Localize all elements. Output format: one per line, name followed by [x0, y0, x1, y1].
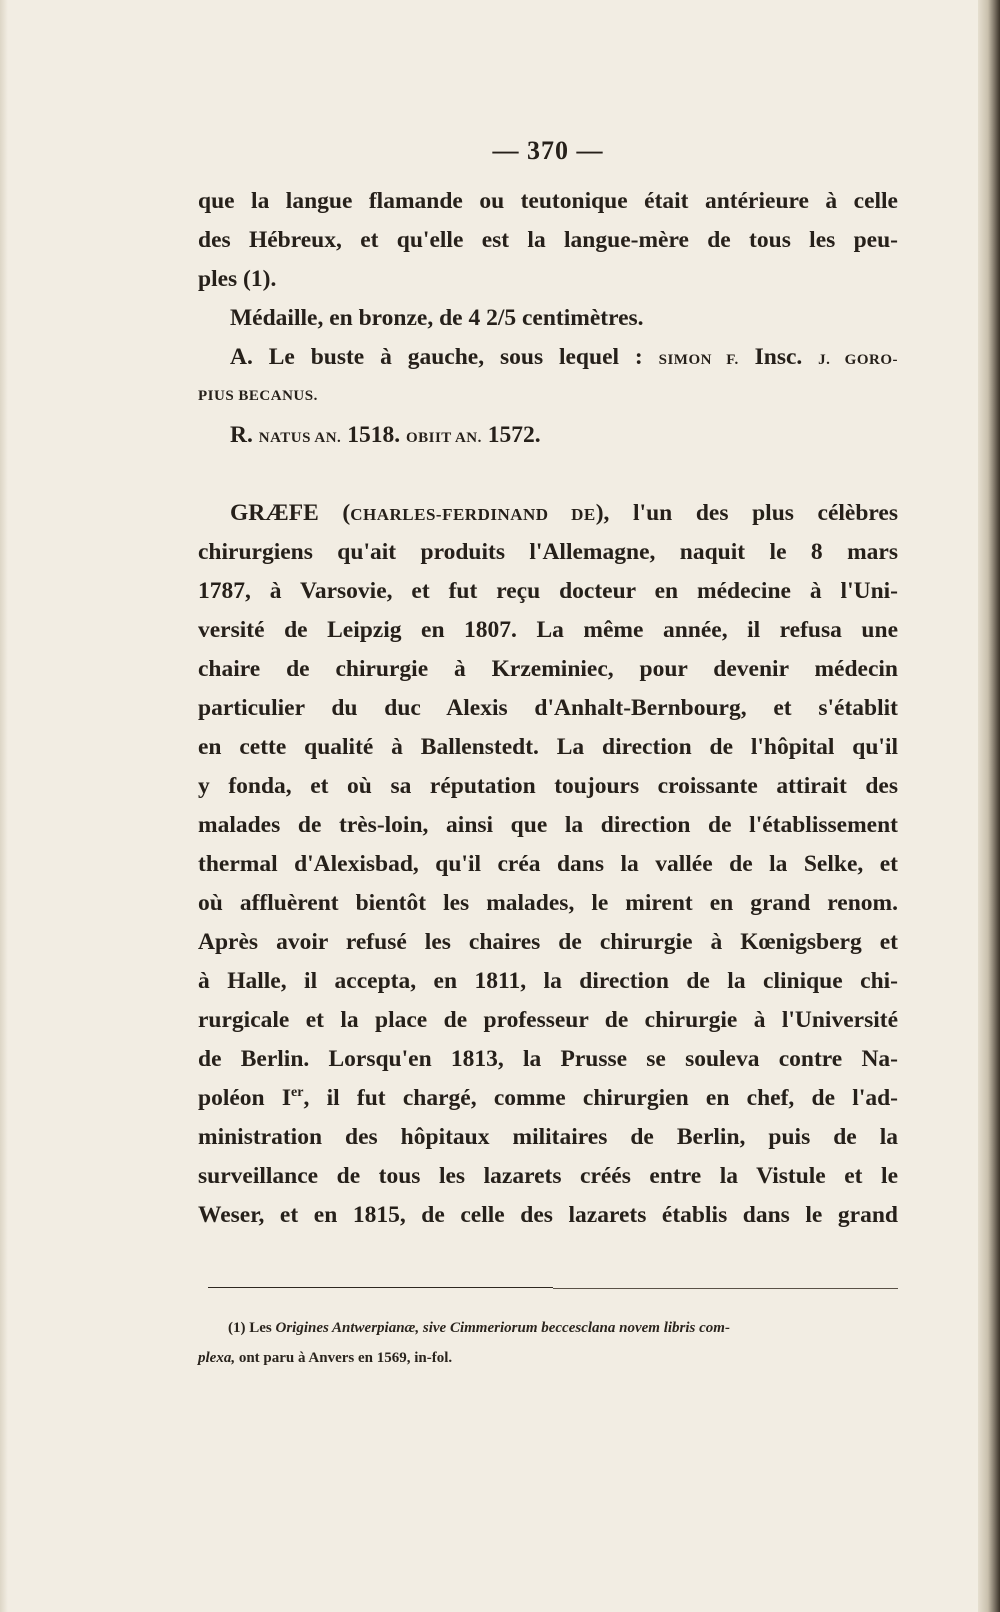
text-line: que la langue flamande ou teutonique était antérieure à celle [198, 188, 898, 214]
text-line: des Hébreux, et qu'elle est la langue-mère de tous les peu- [198, 227, 898, 253]
text-fragment: 1572. [487, 422, 541, 448]
page-left-edge [0, 0, 8, 1612]
text-line: en cette qualité à Ballenstedt. La direction de l'hôpital qu'il [198, 734, 898, 760]
text-line: y fonda, et où sa réputation toujours croissante attirait des [198, 773, 898, 799]
page-binding-shadow [978, 0, 1000, 1612]
footnote-title: Origines Antwerpianæ, sive Cimmeriorum beccesclana novem libris com- [275, 1320, 730, 1336]
text-line: ministration des hôpitaux militaires de Berlin, puis de la [198, 1124, 898, 1150]
text-line: Weser, et en 1815, de celle des lazarets établis dans le grand [198, 1202, 898, 1228]
text-line: thermal d'Alexisbad, qu'il créa dans la vallée de la Selke, et [198, 851, 898, 877]
text-fragment: A. Le buste à gauche, sous lequel : [230, 344, 643, 370]
footnote-title-cont: plexa, [198, 1350, 236, 1366]
text-line: chirurgiens qu'ait produits l'Allemagne, naquit le 8 mars [198, 539, 898, 565]
text-line: à Halle, il accepta, en 1811, la direction de la clinique chi- [198, 968, 898, 994]
superscript: er [291, 1085, 304, 1101]
text-fragment: Insc. [754, 344, 803, 370]
footnote-line [198, 1350, 898, 1367]
text-fragment: 1518. [347, 422, 401, 448]
small-caps-fragment: OBIIT AN. [405, 430, 482, 446]
text-fragment: ), l'un des plus célèbres [595, 500, 899, 526]
text-line [198, 500, 898, 527]
small-caps-fragment: CHARLES-FERDINAND DE [350, 505, 596, 524]
text-line: où affluèrent bientôt les malades, le mirent en grand renom. [198, 890, 898, 916]
text-line: ples (1). [198, 266, 277, 292]
text-line: chaire de chirurgie à Krzeminiec, pour devenir médecin [198, 656, 898, 682]
small-caps-fragment: NATUS AN. [258, 430, 342, 446]
footnote-marker: (1) Les [228, 1320, 276, 1336]
text-line [198, 1085, 898, 1112]
text-line: PIUS BECANUS. [198, 388, 318, 404]
footnote-rule [208, 1287, 553, 1288]
small-caps-fragment: J. GORO- [818, 352, 898, 368]
text-line: malades de très-loin, ainsi que la direction de l'établissement [198, 812, 898, 838]
text-line: de Berlin. Lorsqu'en 1813, la Prusse se souleva contre Na- [198, 1046, 898, 1072]
text-line [198, 422, 898, 449]
text-line: rurgicale et la place de professeur de chirurgie à l'Université [198, 1007, 898, 1033]
footnote-line [198, 1320, 898, 1337]
text-fragment: poléon I [198, 1085, 292, 1111]
text-line: surveillance de tous les lazarets créés entre la Vistule et le [198, 1163, 898, 1189]
text-fragment: , il fut chargé, comme chirurgien en chef, de l'ad- [303, 1085, 898, 1111]
text-line: particulier du duc Alexis d'Anhalt-Bernbourg, et s'établit [198, 695, 898, 721]
text-fragment: R. [230, 422, 253, 448]
small-caps-fragment: SIMON F. [658, 352, 739, 368]
text-fragment: GRÆFE ( [230, 500, 351, 526]
text-line: 1787, à Varsovie, et fut reçu docteur en médecine à l'Uni- [198, 578, 898, 604]
text-line: Après avoir refusé les chaires de chirurgie à Kœnigsberg et [198, 929, 898, 955]
footnote-text: ont paru à Anvers en 1569, in-fol. [235, 1350, 453, 1366]
text-line: versité de Leipzig en 1807. La même année, il refusa une [198, 617, 898, 643]
footnote-rule-faint [553, 1288, 898, 1289]
text-line [198, 344, 898, 371]
page-number: — 370 — [492, 136, 604, 165]
text-line: Médaille, en bronze, de 4 2/5 centimètres. [230, 305, 644, 331]
